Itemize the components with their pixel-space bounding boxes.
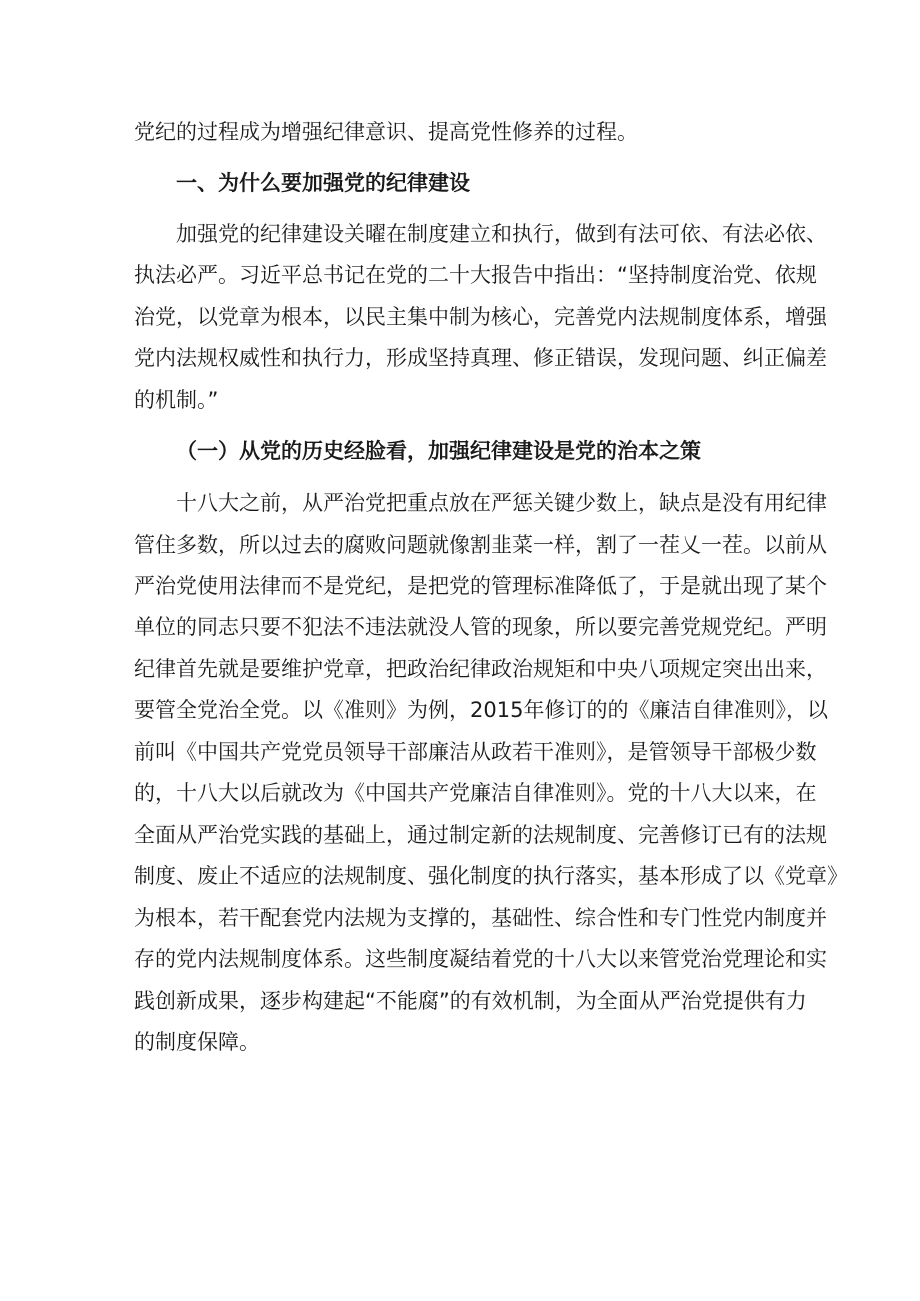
intro-tail-line: 党纪的过程成为增强纪律意识、提高党性修养的过程。: [134, 120, 638, 144]
para2-line: 十八大之前，从严治党把重点放在严惩关键少数上，缺点是没有用纪律: [176, 491, 827, 515]
para1-line: 执法必严。习近平总书记在党的二十大报告中指出：“坚持制度治党、依规: [134, 263, 817, 287]
para2-line: 存的党内法规制度体系。这些制度凝结着党的十八大以来管党治党理论和实: [134, 947, 827, 971]
para1-line: 治党，以党章为根本，以民主集中制为核心，完善党内法规制度体系，增强: [134, 305, 827, 329]
para1-line: 加强党的纪律建设关曜在制度建立和执行，做到有法可依、有法必依、: [176, 222, 827, 246]
para1-line: 的机制。”: [134, 388, 219, 412]
para2-line: 严治党使用法律而不是党纪，是把党的管理标准降低了，于是就出现了某个: [134, 574, 827, 598]
subheading: （一）从党的历史经脸看，加强纪律建设是党的治本之策: [176, 439, 701, 463]
para2-line: 纪律首先就是要维护党章，把政治纪律政治规矩和中央八项规定突出出来，: [134, 657, 827, 681]
para2-line: 制度、废止不适应的法规制度、强化制度的执行落实，基本形成了以《党章》: [134, 864, 848, 888]
para1-line: 党内法规权威性和执行力，形成坚持真理、修正错误，发现问题、纠正偏差: [134, 346, 827, 370]
para2-line: 为根本，若干配套党内法规为支撑的，基础性、综合性和专门性党内制度并: [134, 906, 827, 930]
para2-line: 的制度保障。: [134, 1030, 260, 1054]
para2-line: 前叫《中国共产党党员领导干部廉洁从政若干准则》，是管领导干部极少数: [134, 740, 817, 764]
para2-line: 践创新成果，逐步构建起“不能腐”的有效机制，为全面从严治党提供有力: [134, 989, 807, 1013]
para2-line: 管住多数，所以过去的腐败问题就像割韭菜一样，割了一茬乂一茬。以前从: [134, 533, 827, 557]
para2-line: 的，十八大以后就改为《中国共产党廉洁自律准则》。党的十八大以来，在: [134, 781, 817, 805]
section-heading: 一、为什么要加强党的纪律建设: [176, 171, 470, 195]
para2-line: 要管全党治全党。以《准则》为例，2015年修订的的《廉洁自律准则》，以: [134, 698, 828, 722]
para2-line: 全面从严治党实践的基础上，通过制定新的法规制度、完善修订已有的法规: [134, 823, 827, 847]
para2-line: 单位的同志只要不犯法不违法就没人管的现象，所以要完善党规党纪。严明: [134, 615, 827, 639]
